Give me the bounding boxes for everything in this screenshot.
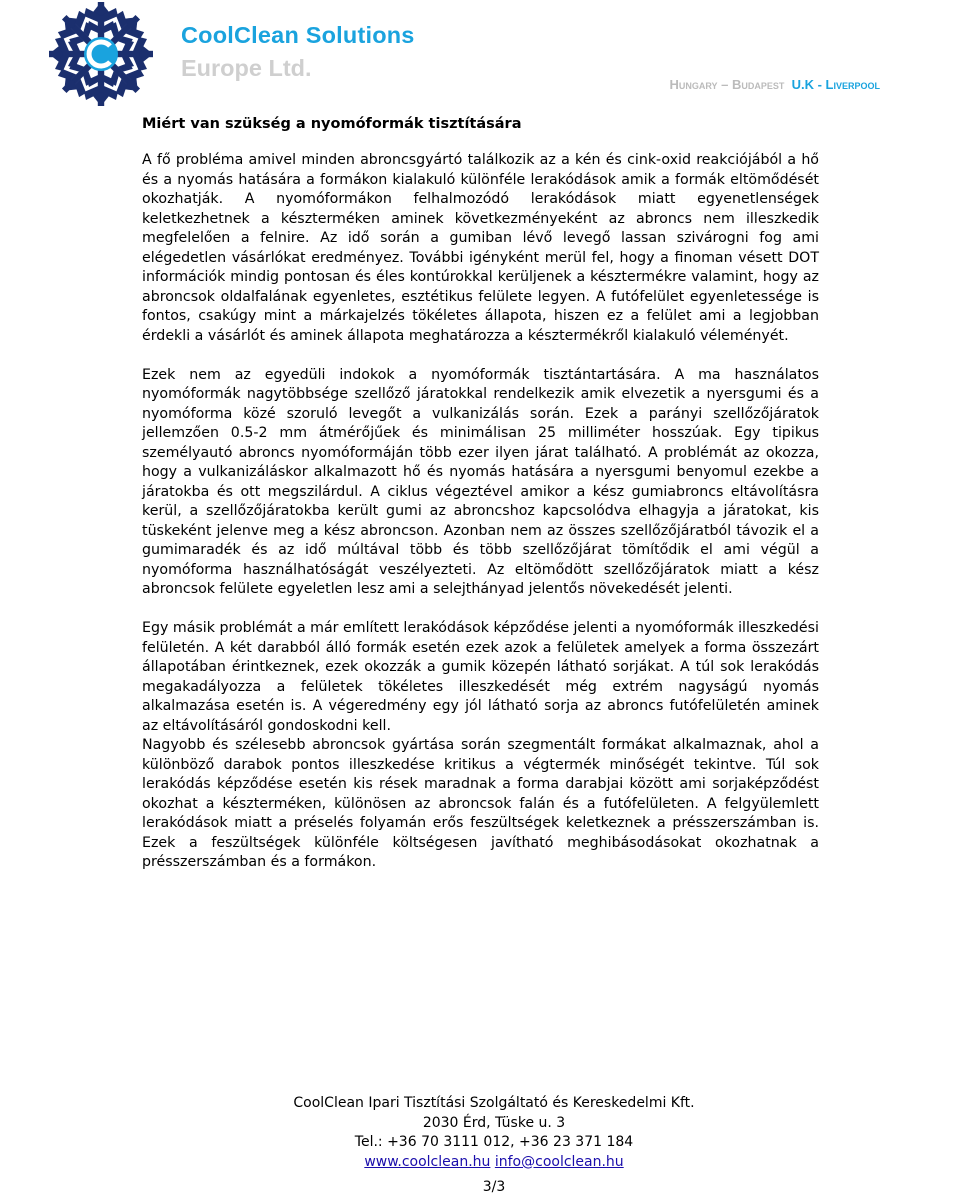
footer-phone: Tel.: +36 70 3111 012, +36 23 371 184 — [354, 1134, 634, 1150]
footer-address: 2030 Érd, Tüske u. 3 — [422, 1114, 566, 1131]
paragraph: A fő probléma amivel minden abroncsgyártó találkozik az a kén és cink-oxid reakciójából a hő és a nyomás hatására a formákon kialakuló különféle lerakódások amik a formák eltömődését okozhatják. A nyomóformákon felhalmozódó lerakódások miatt egyenetlenségek keletkezhetnek a készterméken aminek következményeként az abroncs nem illeszkedik megfelelően a felnire. Az idő során a gumiban lévő levegő lassan szivárogni fog ami elégedetlen vásárlókat eredményez. További igényként merül fel, hogy a finoman vésett DOT információk mindig pontosan és éles kontúrokkal kerüljenek a késztermékre valamint, hogy az abroncsok oldalfalának egyenletes, esztétikus felülete legyen. A futófelület egyenletessége is fontos, csakúgy mint a márkajelzés tökéletes állapota, hiszen ez a felület ami a legjobban érdekli a vásárlót és aminek állapota meghatározza a késztermékről kialakuló véleményét. — [142, 152, 819, 344]
footer-links — [0, 1153, 960, 1173]
paragraph: Nagyobb és szélesebb abroncsok gyártása során szegmentált formákat alkalmaznak, ahol a különböző darabok pontos illeszkedése kritikus a végtermék minőségét tekintve. Túl sok lerakódás képződése esetén kis rések maradnak a forma darabjai között ami sorjaképződést okozhat a készterméken, különösen az abroncsok falán és a futófelületen. A felgyülemlett lerakódások miatt a préselés folyamán erős feszültségek keletkeznek a présszerszámban is. Ezek a feszültségek különféle költségesen javítható meghibásodásokat okozhatnak a présszerszámban és a formákon. — [142, 737, 819, 870]
email-link[interactable]: info@coolclean.hu — [494, 1153, 624, 1170]
page-number: 3/3 — [482, 1179, 506, 1195]
paragraph: Egy másik problémát a már említett lerakódások képződése jelenti a nyomóformák illeszkedési felületén. A két darabból álló formák esetén ezek azok a felületek amelyek a forma összezárt állapotában érintkeznek, ezek okozzák a gumik közepén látható sorjákat. A túl sok lerakódás megakadályozza a felületek tökéletes illeszkedését még extrém nagyságú nyomás alkalmazása esetén is. A végeredmény egy jól látható sorja az abroncs futófelületén aminek az eltávolításáról gondoskodni kell. — [142, 620, 819, 734]
location-city: Budapest — [731, 77, 785, 92]
page-footer — [0, 1094, 960, 1198]
company-subtitle: Europe Ltd. — [181, 55, 312, 81]
website-link[interactable]: www.coolclean.hu — [364, 1153, 491, 1170]
location-separator: – — [717, 77, 732, 92]
location-uk: U.K - Liverpool — [791, 77, 880, 92]
paragraph: Ezek nem az egyedüli indokok a nyomóformák tisztántartására. A ma használatos nyomóformák nagytöbbsége szellőző járatokkal rendelkezik amik elvezetik a nyersgumi és a nyomóforma közé szoruló levegőt a vulkanizálás során. Ezek a parányi szellőzőjáratok jellemzően 0.5-2 mm átmérőjűek és minimálisan 25 milliméter hosszúak. Egy tipikus személyautó abroncs nyomóformáján több ezer ilyen járat található. A problémát az okozza, hogy a vulkanizáláskor alkalmazott hő és nyomás hatására a nyersgumi benyomul ezekbe a járatokba és ott megszilárdul. A ciklus végeztével amikor a kész gumiabroncs eltávolításra kerül, a szellőzőjáratokba került gumi az abroncshoz kapcsolódva elhagyja a járatokat, kis tüskeként jelenve meg a kész abroncson. Azonban nem az összes szellőzőjáratból távozik el a gumimaradék és az idő múltával több és több szellőzőjárat tömítődik el ami végül a nyomóforma használhatóságát veszélyezteti. Az eltömődött szellőzőjáratok miatt a kész abroncsok felülete egyeletlen lesz ami a selejthányad jelentős növekedését jelenti. — [142, 366, 819, 597]
location-country: Hungary — [669, 77, 718, 92]
document-title: Miért van szükség a nyomóformák tisztítására — [142, 116, 522, 132]
company-logo-snowflake-icon — [32, 0, 170, 108]
footer-company: CoolClean Ipari Tisztítási Szolgáltató és Kereskedelmi Kft. — [293, 1095, 695, 1111]
company-name: CoolClean Solutions — [181, 22, 415, 48]
document-body — [142, 151, 819, 873]
header-locations — [669, 77, 880, 92]
